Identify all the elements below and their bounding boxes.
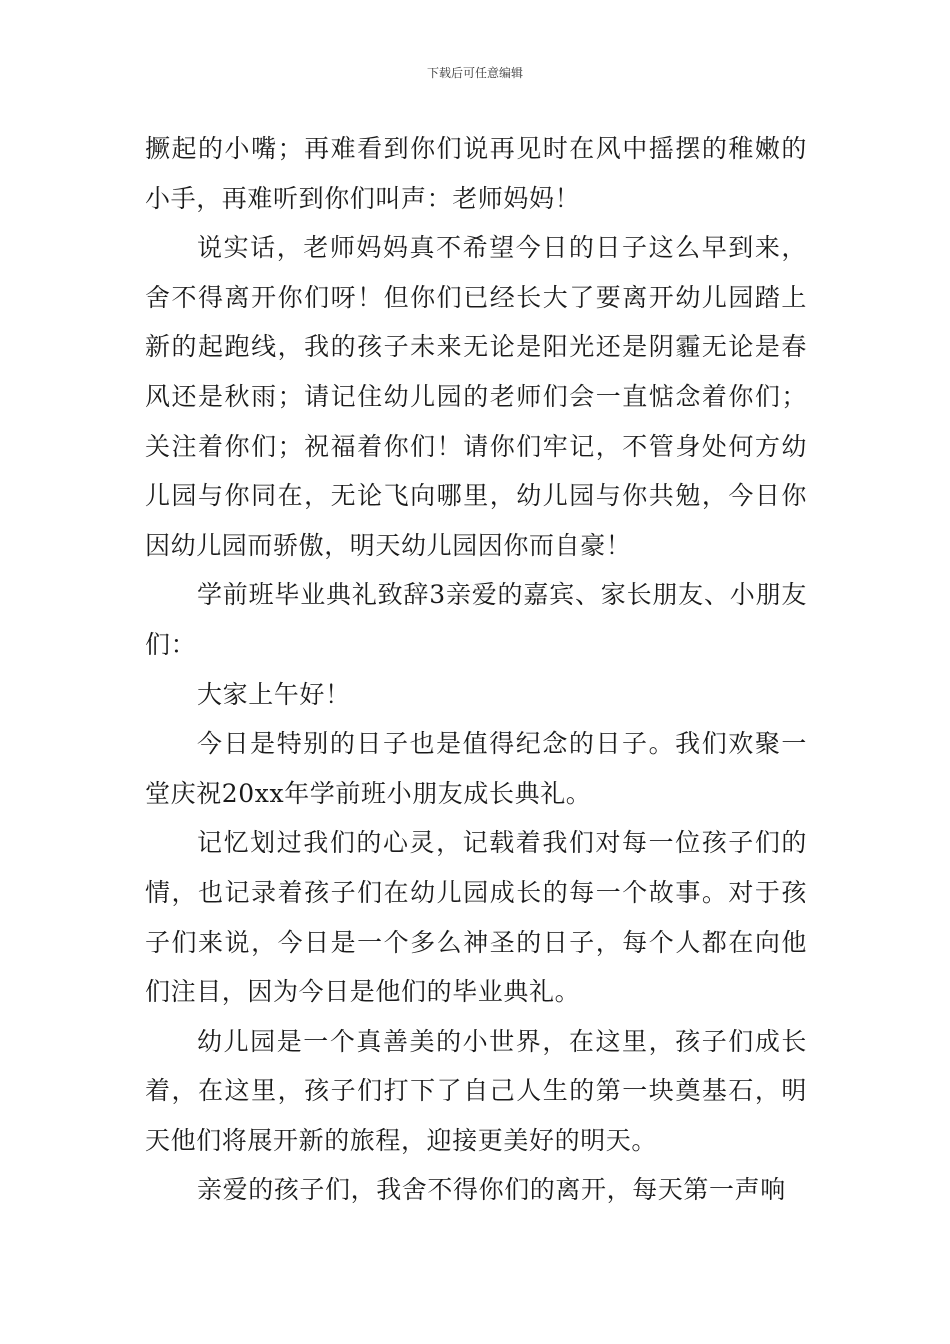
paragraph-1: 撅起的小嘴；再难看到你们说再见时在风中摇摆的稚嫩的小手，再难听到你们叫声：老师妈妈！ — [145, 134, 807, 213]
paragraph-2: 说实话，老师妈妈真不希望今日的日子这么早到来，舍不得离开你们呀！但你们已经长大了要离开幼儿园踏上新的起跑线，我的孩子未来无论是阳光还是阴霾无论是春风还是秋雨；请记住幼儿园的老师们会一直惦念着你们；关注着你们；祝福着你们！请你们牢记，不管身处何方幼儿园与你同在，无论飞向哪里，幼儿园与你共勉，今日你因幼儿园而骄傲，明天幼儿园因你而自豪！ — [145, 233, 807, 560]
document-body — [145, 124, 807, 1215]
page-header-note: 下载后可任意编辑 — [426, 66, 523, 80]
paragraph-5: 今日是特别的日子也是值得纪念的日子。我们欢聚一堂庆祝20xx年学前班小朋友成长典礼。 — [145, 729, 807, 808]
paragraph-7: 幼儿园是一个真善美的小世界，在这里，孩子们成长着，在这里，孩子们打下了自己人生的第一块奠基石，明天他们将展开新的旅程，迎接更美好的明天。 — [145, 1026, 807, 1155]
paragraph-4: 大家上午好！ — [197, 679, 351, 709]
paragraph-8: 亲爱的孩子们，我舍不得你们的离开，每天第一声响 — [197, 1175, 786, 1205]
paragraph-3: 学前班毕业典礼致辞3亲爱的嘉宾、家长朋友、小朋友们： — [145, 580, 807, 659]
paragraph-6: 记忆划过我们的心灵，记载着我们对每一位孩子们的情，也记录着孩子们在幼儿园成长的每一个故事。对于孩子们来说，今日是一个多么神圣的日子，每个人都在向他们注目，因为今日是他们的毕业典礼。 — [145, 828, 807, 1007]
